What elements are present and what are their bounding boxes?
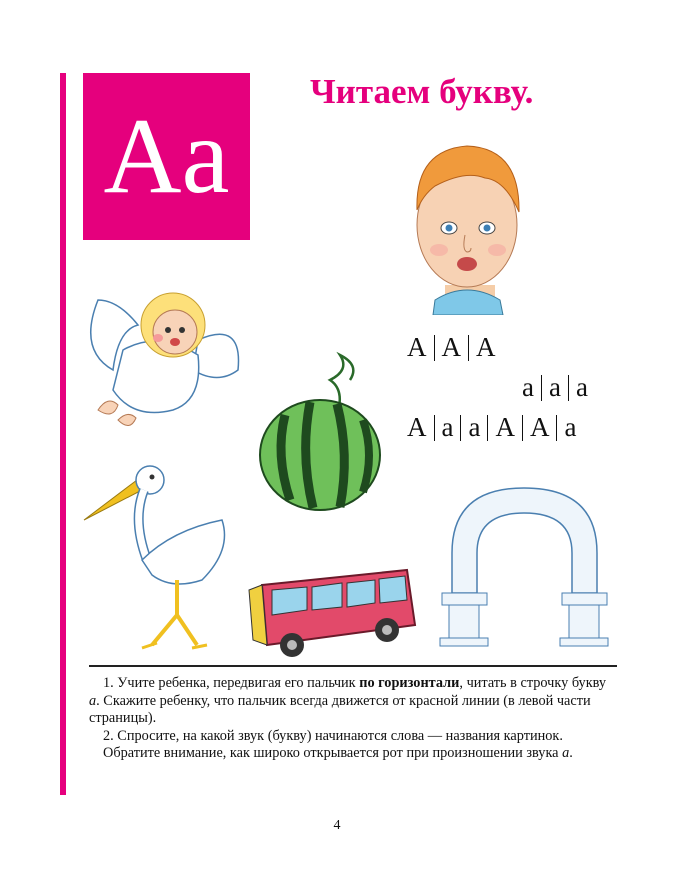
letter-cell: а [564,412,577,442]
instruction-3: Обратите внимание, как широко открывается рот при произношении звука а. [103,745,573,761]
red-margin-line [60,73,66,795]
letter-label: Aa [103,96,230,216]
letter-cell: а [441,412,454,442]
arch [432,483,617,648]
letter-row-1 [400,332,503,363]
letter-card [83,73,250,240]
letter-cell: А [476,332,496,362]
stork [82,450,242,655]
instructions [89,675,619,763]
page-number: 4 [333,818,341,833]
letter-cell: а [468,412,481,442]
letter-row-3 [400,412,583,443]
divider [89,665,617,667]
letter-cell: а [522,372,534,402]
letter-cell: А [407,332,427,362]
letter-cell: а [548,372,561,402]
letter-row-2 [515,372,595,403]
page-title: Читаем букву. [310,72,534,111]
instruction-1: 1. Учите ребенка, передвигая его пальчик по горизонтали, читать в строчку букву а. Скажите ребенку, что пальчик всегда движется от красной линии (в левой части страницы). [89,675,607,726]
angel [78,270,243,440]
letter-cell: А [529,412,550,442]
instruction-2: 2. Спросите, на какой звук (букву) начинаются слова — названия картинок. [103,727,563,744]
letter-cell: а [575,372,588,402]
letter-cell: А [441,332,461,362]
boy-portrait [405,140,530,315]
watermelon [255,350,385,515]
letter-cell: А [495,412,515,442]
bus [247,545,422,660]
letter-cell: А [407,412,427,442]
